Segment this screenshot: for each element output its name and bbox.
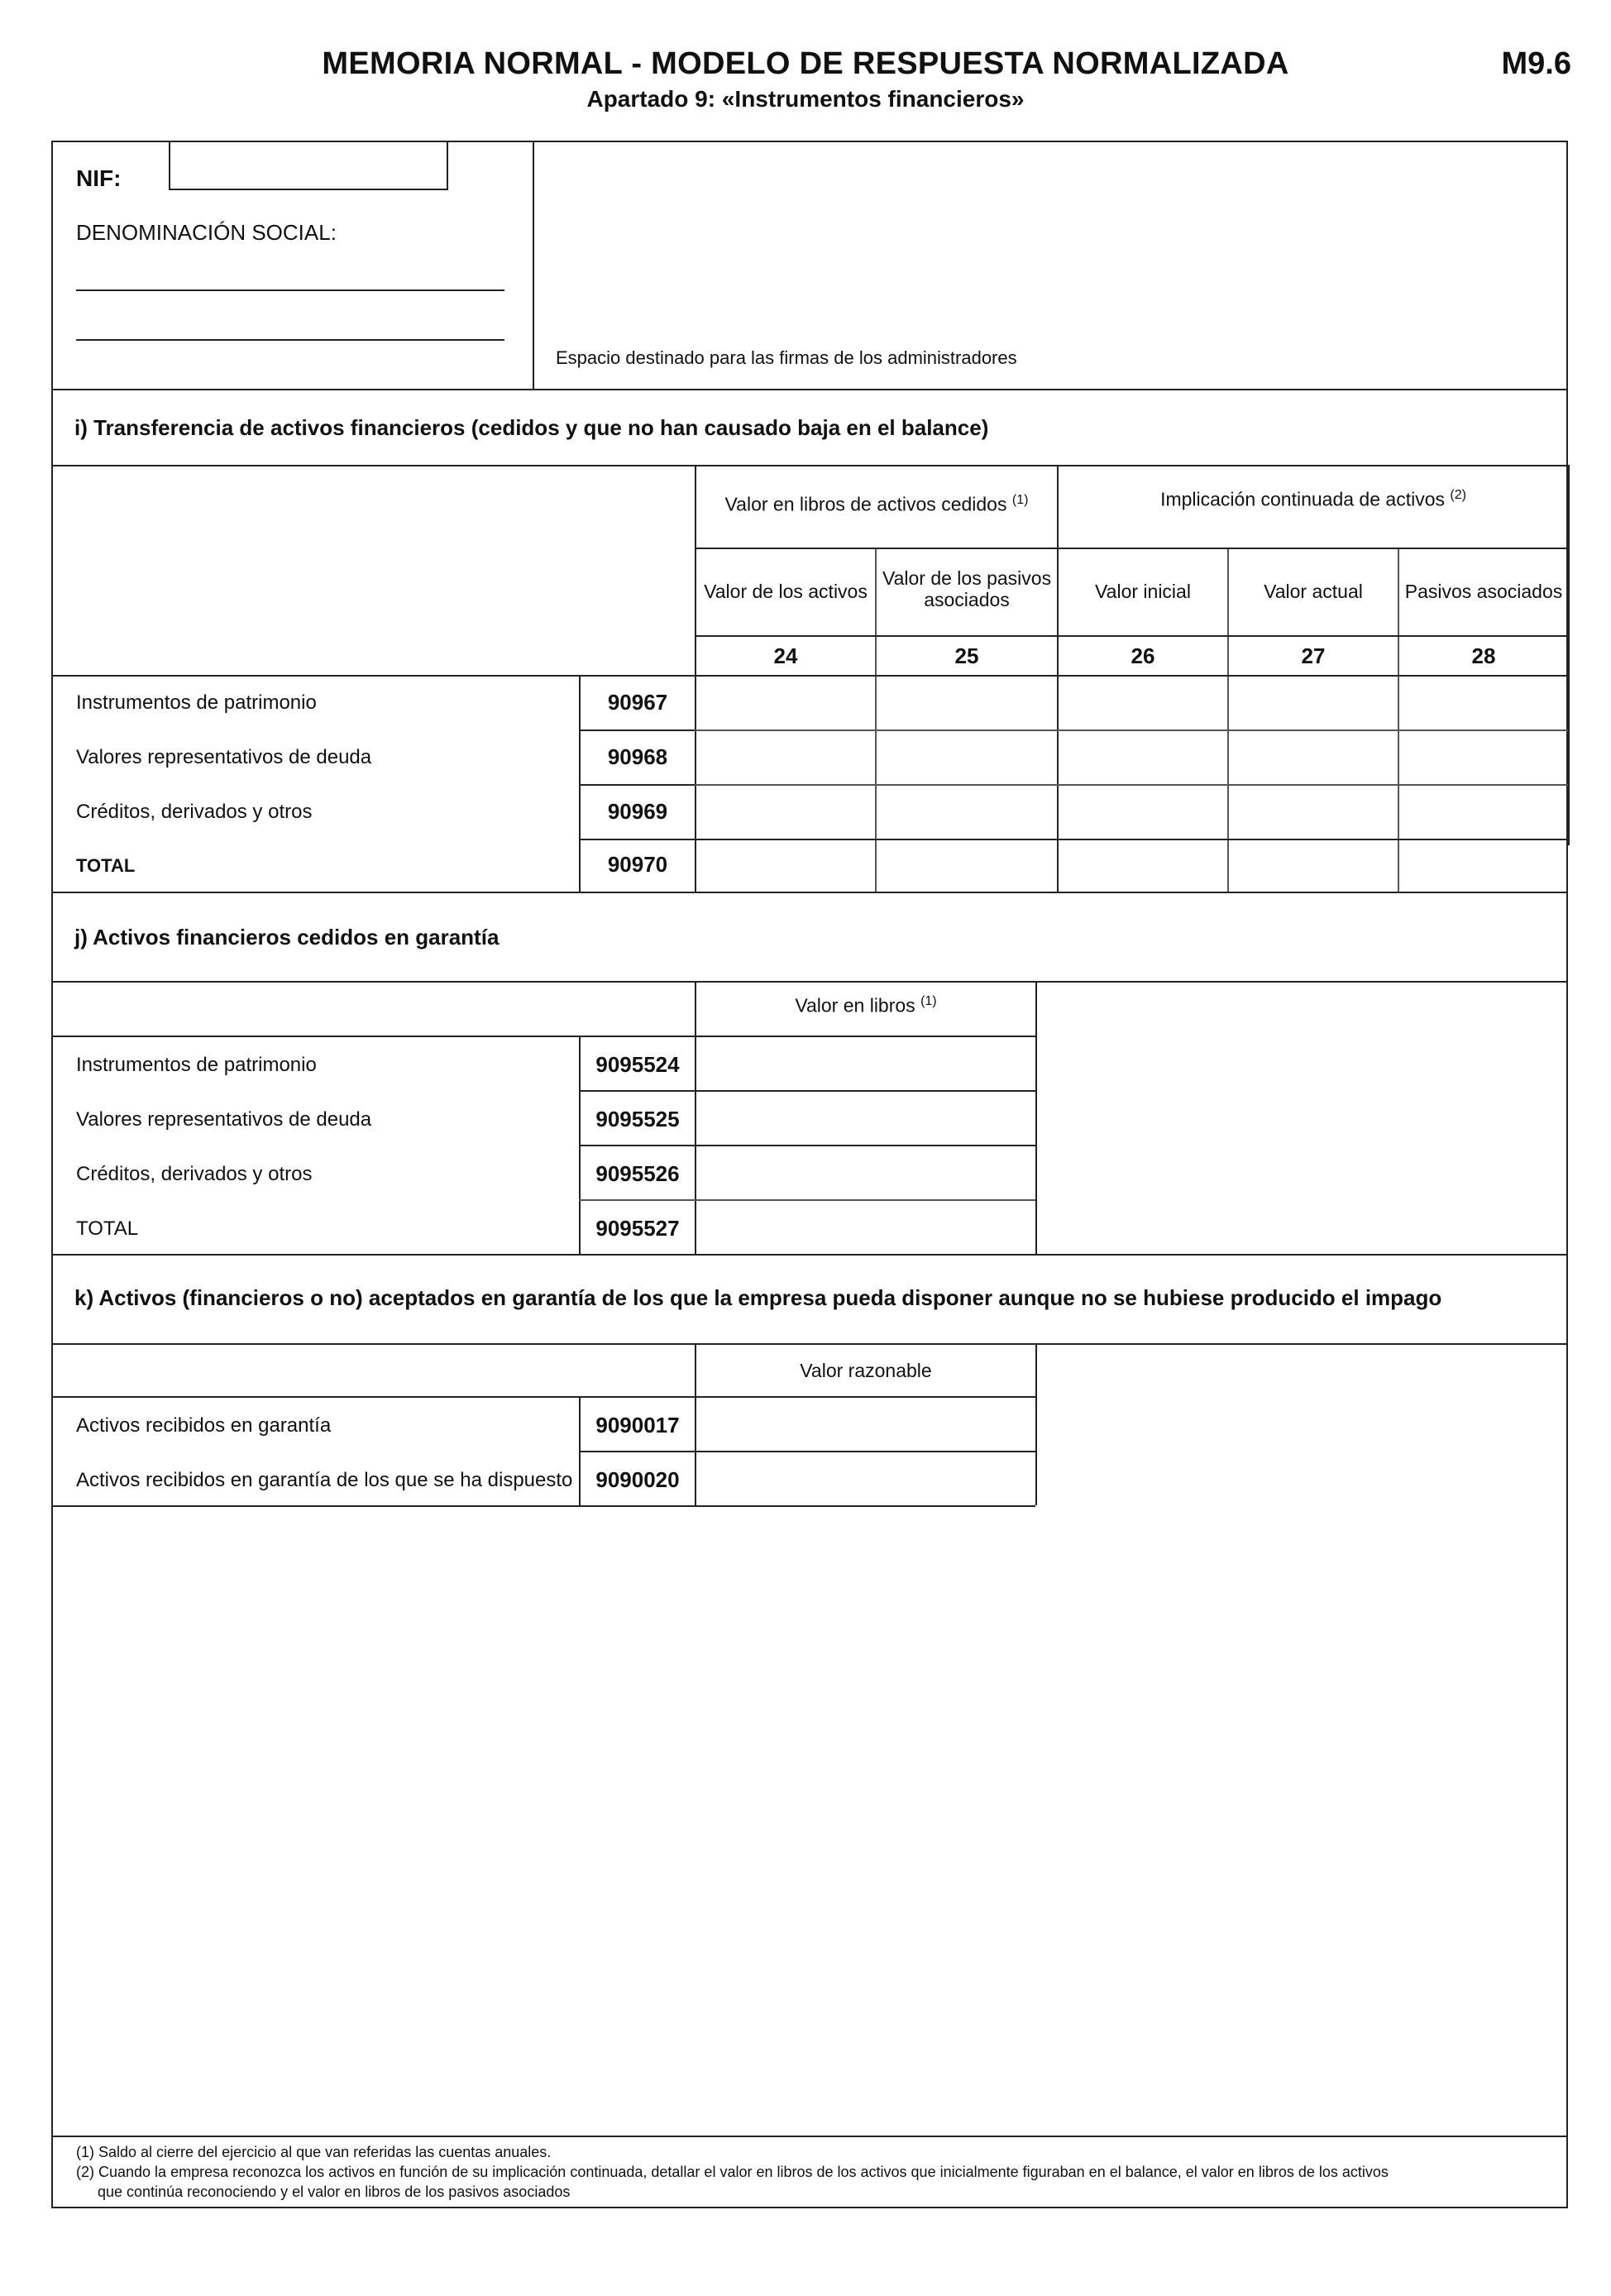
value-cell[interactable] xyxy=(696,1201,1034,1252)
value-cell[interactable] xyxy=(1229,677,1396,728)
value-cell[interactable] xyxy=(1399,677,1566,728)
row-label: Créditos, derivados y otros xyxy=(76,1163,313,1185)
section-k-col-header: Valor razonable xyxy=(800,1360,932,1381)
divider xyxy=(51,389,1568,390)
denominacion-line-1[interactable] xyxy=(76,289,504,291)
col-line xyxy=(1035,981,1037,1254)
row-code: 90970 xyxy=(607,852,668,877)
col-header-label: Valor en libros xyxy=(795,994,915,1016)
row-code: 9090017 xyxy=(595,1413,680,1437)
value-cell[interactable] xyxy=(877,677,1055,728)
denominacion-label: DENOMINACIÓN SOCIAL: xyxy=(76,220,337,245)
section-k-title: k) Activos (financieros o no) aceptados en garantía de los que la empresa pueda disponer aunque no se hubiese producido el impago xyxy=(74,1285,1442,1310)
section-j-title: j) Activos financieros cedidos en garantía xyxy=(74,925,500,949)
page-subtitle: Apartado 9: «Instrumentos financieros» xyxy=(586,86,1025,112)
col-line xyxy=(1035,1343,1037,1505)
nif-input[interactable] xyxy=(169,141,448,190)
divider xyxy=(695,635,1568,637)
row-label: Instrumentos de patrimonio xyxy=(76,1054,317,1076)
value-cell[interactable] xyxy=(696,1092,1034,1143)
row-code: 9095525 xyxy=(595,1107,680,1131)
section-i-title: i) Transferencia de activos financieros (cedidos y que no han causado baja en el balance) xyxy=(74,415,989,440)
col-number: 25 xyxy=(954,643,979,668)
col-number: 24 xyxy=(773,643,798,668)
footnote-ref: (2) xyxy=(1450,488,1466,502)
divider xyxy=(51,2136,1568,2137)
row-label-total: TOTAL xyxy=(76,855,136,876)
divider xyxy=(51,1505,1035,1507)
col-header: Pasivos asociados xyxy=(1404,581,1563,602)
divider xyxy=(579,839,1568,840)
col-header: Valor de los pasivos asociados xyxy=(882,567,1052,610)
row-code: 9090020 xyxy=(595,1467,680,1492)
row-code: 9095526 xyxy=(595,1161,680,1186)
col-number: 28 xyxy=(1471,643,1496,668)
col-number: 27 xyxy=(1301,643,1326,668)
divider xyxy=(695,548,1568,549)
row-code: 90968 xyxy=(607,744,668,769)
row-label: Activos recibidos en garantía de los que se ha dispuesto xyxy=(76,1469,573,1491)
divider xyxy=(579,729,695,731)
col-header: Valor inicial xyxy=(1095,581,1191,602)
divider xyxy=(579,784,695,786)
col-header: Valor de los activos xyxy=(704,581,868,602)
form-code: M9.6 xyxy=(1501,46,1571,81)
value-cell[interactable] xyxy=(696,1452,1034,1504)
signature-area[interactable] xyxy=(534,142,1566,387)
divider xyxy=(695,729,1568,731)
divider xyxy=(51,1254,1568,1256)
value-cell[interactable] xyxy=(696,1398,1034,1449)
row-code: 9095527 xyxy=(595,1216,680,1241)
denominacion-line-2[interactable] xyxy=(76,339,504,341)
divider xyxy=(51,892,1568,893)
value-cell[interactable] xyxy=(696,1146,1034,1198)
row-code: 90967 xyxy=(607,690,668,715)
group-header-valor-libros xyxy=(696,493,1057,516)
col-number: 26 xyxy=(1131,643,1155,668)
footnote-1: (1) Saldo al cierre del ejercicio al que van referidas las cuentas anuales. xyxy=(76,2144,552,2160)
value-cell[interactable] xyxy=(1059,677,1226,728)
row-label: Créditos, derivados y otros xyxy=(76,801,313,823)
row-label: Instrumentos de patrimonio xyxy=(76,691,317,714)
col-header: Valor actual xyxy=(1264,581,1363,602)
row-code: 9095524 xyxy=(595,1052,680,1077)
divider xyxy=(51,1343,1568,1345)
footnote-ref: (1) xyxy=(1011,493,1029,507)
footnote-ref: (1) xyxy=(920,994,937,1008)
divider xyxy=(695,784,1568,786)
page-title: MEMORIA NORMAL - MODELO DE RESPUESTA NORMALIZADA xyxy=(322,46,1289,81)
section-j-col-header xyxy=(696,994,1035,1017)
row-label: Activos recibidos en garantía xyxy=(76,1414,332,1437)
group2-label: Implicación continuada de activos xyxy=(1160,488,1445,510)
nif-label: NIF: xyxy=(76,165,122,191)
signature-area-label: Espacio destinado para las firmas de los administradores xyxy=(556,347,1017,368)
group1-label: Valor en libros de activos cedidos xyxy=(724,493,1007,515)
row-label: Valores representativos de deuda xyxy=(76,1108,372,1131)
row-label-total: TOTAL xyxy=(76,1217,139,1240)
col-line xyxy=(1568,465,1570,845)
row-label: Valores representativos de deuda xyxy=(76,746,372,768)
value-cell[interactable] xyxy=(696,1037,1034,1088)
footnote-2: (2) Cuando la empresa reconozca los activos en función de su implicación continuada, detallar el valor en libros de los activos que inicialmente figuraban en el balance, el valor en libros de los activos xyxy=(76,2164,1389,2180)
value-cell[interactable] xyxy=(696,677,873,728)
group-header-implicacion xyxy=(1059,488,1568,511)
row-code: 90969 xyxy=(607,799,668,824)
divider xyxy=(51,465,1568,466)
divider xyxy=(51,981,1568,983)
footnote-2-cont: que continúa reconociendo y el valor en libros de los pasivos asociados xyxy=(98,2184,571,2200)
